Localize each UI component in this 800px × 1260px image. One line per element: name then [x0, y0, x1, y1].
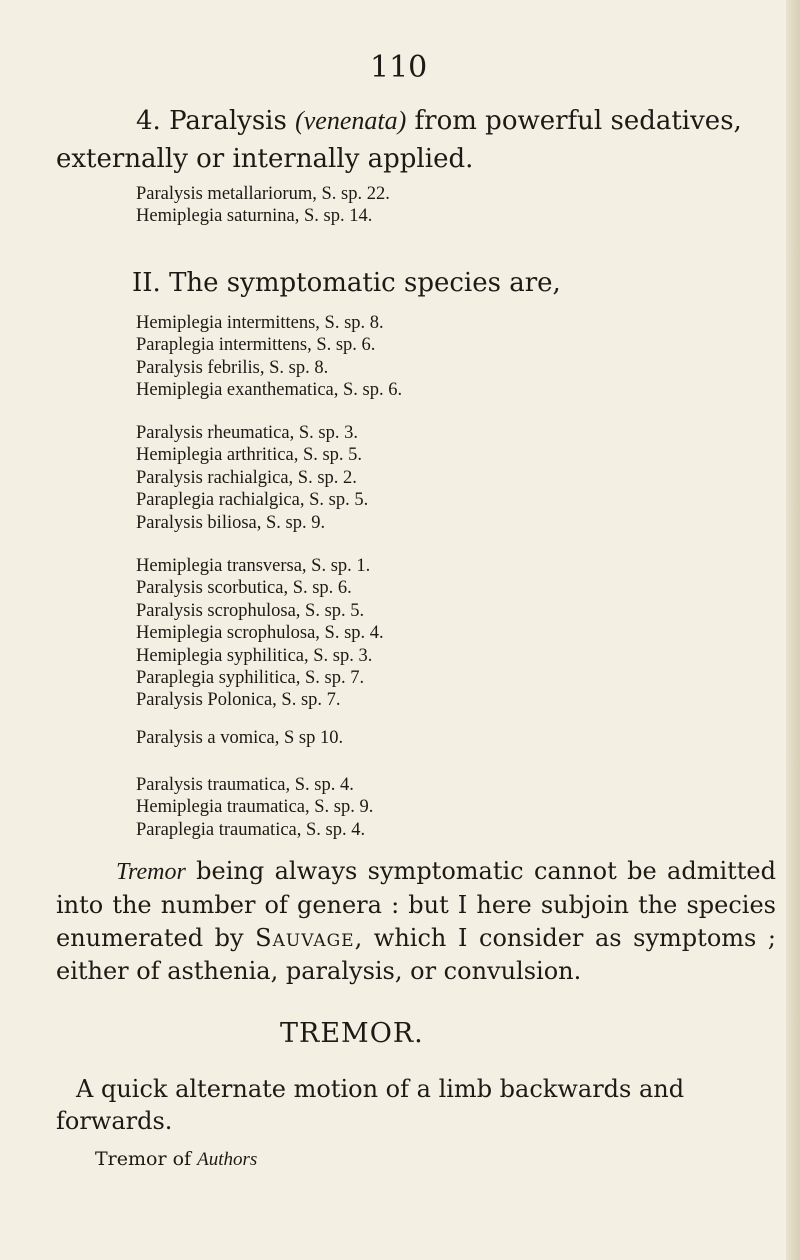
- list-item: Paralysis biliosa, S. sp. 9.: [136, 512, 326, 533]
- species-group-5: [136, 774, 373, 841]
- section-4-list: [136, 183, 390, 228]
- section-italic: (venenata): [295, 106, 407, 135]
- list-item: Paralysis febrilis, S. sp. 8.: [136, 357, 329, 378]
- section-4-line-2: externally or internally applied.: [56, 144, 474, 174]
- tremor-paragraph: [56, 855, 776, 988]
- section-text: Paralysis: [169, 106, 296, 136]
- species-group-4: [136, 727, 343, 749]
- section-number: 4.: [136, 106, 161, 136]
- list-item: Paraplegia rachialgica, S. sp. 5.: [136, 490, 369, 511]
- section-2-heading: II. The symptomatic species are,: [132, 268, 561, 298]
- species-group-1: [136, 312, 402, 402]
- authors-line: [95, 1148, 257, 1171]
- list-item: Paraplegia intermittens, S. sp. 6.: [136, 335, 376, 356]
- list-item: Hemiplegia traumatica, S. sp. 9.: [136, 797, 374, 818]
- author-name: Sauvage: [255, 924, 355, 952]
- list-item: Paralysis Polonica, S. sp. 7.: [136, 690, 341, 711]
- list-item: Paralysis scorbutica, S. sp. 6.: [136, 578, 352, 599]
- list-item: Hemiplegia transversa, S. sp. 1.: [136, 556, 371, 576]
- list-item: Paralysis rachialgica, S. sp. 2.: [136, 467, 357, 488]
- tremor-text-b: , which I consider as symptoms ; either of asthenia, paralysis, or convulsion.: [56, 924, 776, 985]
- tremor-text-a: being always symptomatic cannot be admitted into the number of genera : but I here subjoin the species enumerated by: [56, 857, 776, 952]
- authors-text: Tremor of: [95, 1148, 198, 1170]
- list-item: Hemiplegia scrophulosa, S. sp. 4.: [136, 623, 384, 644]
- species-group-2: [136, 422, 368, 534]
- list-item: Paralysis traumatica, S. sp. 4.: [136, 775, 354, 795]
- species-group-3: [136, 555, 384, 712]
- tremor-italic: Tremor: [116, 859, 186, 885]
- tremor-definition: [56, 1073, 776, 1137]
- section-text-b: from powerful sedatives,: [406, 106, 742, 136]
- list-item: Paralysis metallariorum, S. sp. 22.: [136, 184, 390, 204]
- page-number: 110: [370, 50, 428, 85]
- list-item: Paraplegia syphilitica, S. sp. 7.: [136, 668, 365, 689]
- list-item: Paraplegia traumatica, S. sp. 4.: [136, 819, 366, 840]
- list-item: Hemiplegia exanthematica, S. sp. 6.: [136, 380, 403, 401]
- definition-text: A quick alternate motion of a limb backwards and forwards.: [56, 1075, 685, 1135]
- section-4-heading: [56, 102, 742, 178]
- list-item: Paralysis rheumatica, S. sp. 3.: [136, 423, 358, 443]
- authors-italic: Authors: [197, 1149, 258, 1170]
- list-item: Paralysis a vomica, S sp 10.: [136, 728, 344, 748]
- list-item: Hemiplegia intermittens, S. sp. 8.: [136, 313, 384, 333]
- list-item: Hemiplegia syphilitica, S. sp. 3.: [136, 645, 373, 666]
- tremor-heading: TREMOR.: [280, 1018, 424, 1049]
- list-item: Hemiplegia arthritica, S. sp. 5.: [136, 445, 363, 466]
- list-item: Hemiplegia saturnina, S. sp. 14.: [136, 206, 373, 227]
- section-4-line-1: [136, 102, 742, 140]
- list-item: Paralysis scrophulosa, S. sp. 5.: [136, 600, 365, 621]
